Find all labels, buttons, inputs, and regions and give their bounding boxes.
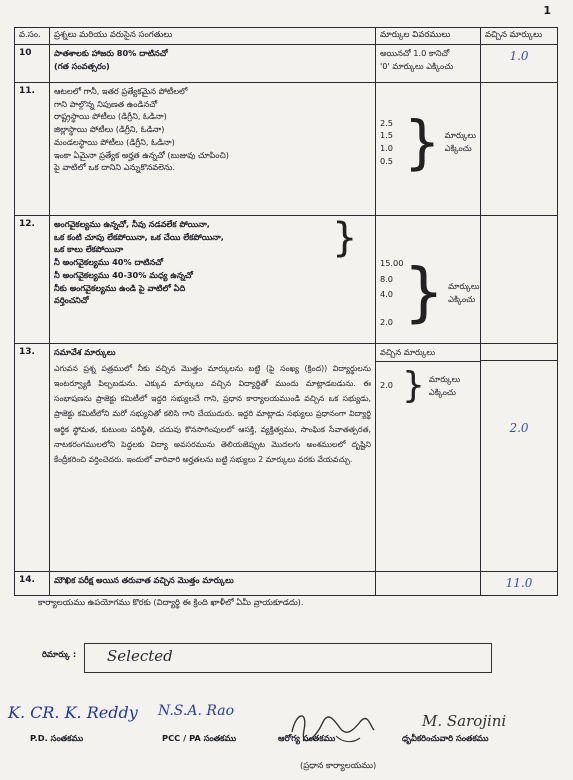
question-line: ఒక కంటి చూపు లేకపోయినా, ఒక చేయి లేకపోయినా, bbox=[54, 231, 224, 242]
pd-signature-caption: P.D. సంతకము bbox=[30, 733, 84, 743]
mark-value: 1.5 bbox=[380, 130, 394, 141]
marks-label: ఎక్కించు bbox=[448, 294, 476, 305]
total-mark: 11.0 bbox=[505, 576, 533, 590]
row-12-detail bbox=[376, 216, 481, 344]
mark-value: 4.0 bbox=[380, 289, 394, 300]
remark-box bbox=[84, 643, 492, 673]
row-10 bbox=[15, 45, 558, 83]
mark-value: 2.0 bbox=[380, 316, 394, 327]
row-14-detail bbox=[376, 572, 481, 596]
row-10-question bbox=[50, 45, 376, 83]
marks-label: ఎక్కించు bbox=[444, 143, 472, 153]
header-no: వ.సం. bbox=[15, 28, 50, 45]
brace-icon: } bbox=[403, 108, 441, 176]
table-header bbox=[15, 28, 558, 45]
row-11 bbox=[15, 83, 558, 216]
question-line: ఇంకా ఏమైనా ప్రత్యేక అర్హత ఉన్నచో (బుజువు చూపించి) bbox=[54, 149, 229, 160]
row-14-text: మౌఖిక పరీక్ష అయిన తరువాత వచ్చిన మొత్తం మార్కులు bbox=[50, 572, 376, 596]
remark-label: రిమార్కు : bbox=[42, 649, 77, 659]
marks-label: ఎక్కించు bbox=[428, 386, 456, 397]
brace-icon: } bbox=[403, 256, 445, 331]
row-12-obtained bbox=[481, 216, 558, 344]
row-11-detail bbox=[376, 83, 481, 216]
detail-subheader: వచ్చిన మార్కులు bbox=[376, 344, 480, 362]
row-11-obtained bbox=[481, 83, 558, 216]
corner-mark: 1 bbox=[543, 4, 551, 17]
row-14-no: 14. bbox=[15, 572, 50, 596]
row-11-question bbox=[50, 83, 376, 216]
row-10-obtained bbox=[481, 45, 558, 83]
row-10-no: 10 bbox=[15, 45, 50, 83]
row-13-detail bbox=[376, 344, 481, 572]
question-line: వర్తించనిచో bbox=[54, 295, 89, 306]
head-office-caption: (ప్రధాన కార్యాలయము) bbox=[300, 760, 377, 770]
brace-icon: } bbox=[402, 364, 425, 406]
row-13-obtained bbox=[481, 344, 558, 572]
brace-icon: } bbox=[332, 215, 358, 261]
detail-line: '0' మార్కులు ఎక్కించు bbox=[380, 60, 454, 71]
obtained-mark: 1.0 bbox=[509, 49, 529, 63]
mark-value: 15.00 bbox=[380, 258, 404, 268]
question-line: పాతశాలకు హాజరు 80% దాటినచో bbox=[54, 48, 168, 58]
row-14 bbox=[15, 572, 558, 596]
header-marks-obtained: వచ్చిన మార్కులు bbox=[481, 28, 558, 45]
marks-label: మార్కులు bbox=[444, 130, 476, 141]
office-use-note: కార్యాలయము ఉపయోగము కొరకు (విద్యార్థి ఈ క్రింది ఖాళీలో ఏమీ వ్రాయకూడదు). bbox=[38, 597, 304, 607]
section-title: సమావేశ మార్కులు bbox=[54, 347, 116, 357]
header-marks-detail: మార్కుల వివరములు bbox=[376, 28, 481, 45]
header-question: ప్రశ్నలు మరియు వరుసైన సంగతులు bbox=[50, 28, 376, 45]
question-line: నీ అంగవైకల్యము 40-30% మధ్య ఉన్నచో bbox=[54, 269, 193, 280]
marks-table bbox=[14, 27, 558, 596]
question-line: నీకు అంగవైకల్యము ఉండి పై వాటిలో ఏది bbox=[54, 282, 186, 293]
mark-value: 2.5 bbox=[380, 117, 394, 128]
pcc-signature-caption: PCC / PA సంతకము bbox=[162, 733, 237, 743]
verifier-signature-caption: ధృవీకరించువారి సంతకము bbox=[402, 733, 489, 743]
mark-value: 2.0 bbox=[380, 380, 394, 391]
marks-label: మార్కులు bbox=[448, 281, 480, 292]
question-line: మండలస్థాయి పోటీలు (డిగ్రీని, ఓడినా) bbox=[54, 136, 175, 147]
question-line: రాష్ట్రస్థాయి పోటీలు (డిగ్రీని, ఓడినా) bbox=[54, 111, 167, 122]
question-line: అంగవైకల్యము ఉన్నచో, నీవు నడవలేక పోయినా, bbox=[54, 219, 210, 229]
question-line: గాని పాల్గొన్న నిపుణత ఉండినచో bbox=[54, 98, 158, 109]
mark-value: 8.0 bbox=[380, 273, 394, 284]
marks-label: మార్కులు bbox=[428, 374, 461, 384]
row-14-obtained bbox=[481, 572, 558, 596]
question-line: ఆటలలో గానీ, ఇతర ప్రత్యేకమైన పోటీలలో bbox=[54, 86, 188, 96]
question-line: నీ అంగవైకల్యము 40% దాటినచో bbox=[54, 257, 163, 268]
row-10-detail bbox=[376, 45, 481, 83]
question-line: పై వాటిలో ఒక దానిని ఎన్నుకొనవలెను. bbox=[54, 162, 176, 173]
remark-value: Selected bbox=[107, 647, 173, 665]
obtained-mark: 2.0 bbox=[509, 421, 529, 435]
row-13-question bbox=[50, 344, 376, 572]
pcc-signature: N.S.A. Rao bbox=[158, 703, 234, 719]
row-12-no: 12. bbox=[15, 216, 50, 344]
row-13 bbox=[15, 344, 558, 572]
question-line: (గత సంవత్సరం) bbox=[54, 60, 110, 71]
mark-value: 1.0 bbox=[380, 143, 394, 153]
mark-value: 0.5 bbox=[380, 155, 394, 166]
section-body: ఎగువన ప్రశ్న పత్రములో నీకు వచ్చిన మొత్తం మార్కులను బట్టి (పై సంఖ్య (క్రింద)) విద్యార్థులను ఇంటర్వ్యూకి పిల్చబడును. ఎక్కువ మార్కులు వచ్చిన విద్యార్థితో ముందు మాట్లాడబడును. ఈ సంభాషణను ప్రాజెక్టు కమిటీలో ఇద్దరి సభ్యులచే గాని, ప్రధాన కార్యాలయముండి వచ్చిన ఒక సభ్యుడు, ప్రాజెక్టు కమిటీలోని మరో సభ్యునితో కలిసి గాని చేయుదురు. ఇద్దరి మాట్లాడు సభ్యులు ప్రధానంగా విద్యార్థి ఆర్థిక స్థోమత, కుటుంబ పరిస్థితి, చదువు కొనసాగింపులలో ఆసక్తి, వ్యక్తిత్వము, సాంఘిక సేవాతత్పరత, నాటకరంగములలోని పెద్దలకు విద్యా అవసరమును తెలియజెప్పుట మొదలగు అంశములలో దృష్టిని కేంద్రీకరించి వర్తించెదరు. ఇందులో వారివారి అర్హతలను బట్టి సభ్యులు 2 మార్కులు వరకు వేయవచ్చు. bbox=[54, 363, 371, 464]
pd-signature: K. CR. K. Reddy bbox=[8, 703, 138, 722]
question-line: జిల్లాస్థాయి పోటీలు (డిగ్రీని, ఓడినా) bbox=[54, 124, 165, 135]
official-signature-caption: ఆరోగ్య సంతకము bbox=[278, 733, 336, 743]
question-line: ఒక కాలు లేకపోయినా bbox=[54, 244, 124, 255]
obtained-subheader bbox=[481, 344, 557, 361]
verifier-signature: M. Sarojini bbox=[422, 712, 507, 730]
row-13-no: 13. bbox=[15, 344, 50, 572]
row-12-question bbox=[50, 216, 376, 344]
row-12 bbox=[15, 216, 558, 344]
detail-line: అయినచో 1.0 కానిచో bbox=[380, 48, 450, 58]
row-11-no: 11. bbox=[15, 83, 50, 216]
